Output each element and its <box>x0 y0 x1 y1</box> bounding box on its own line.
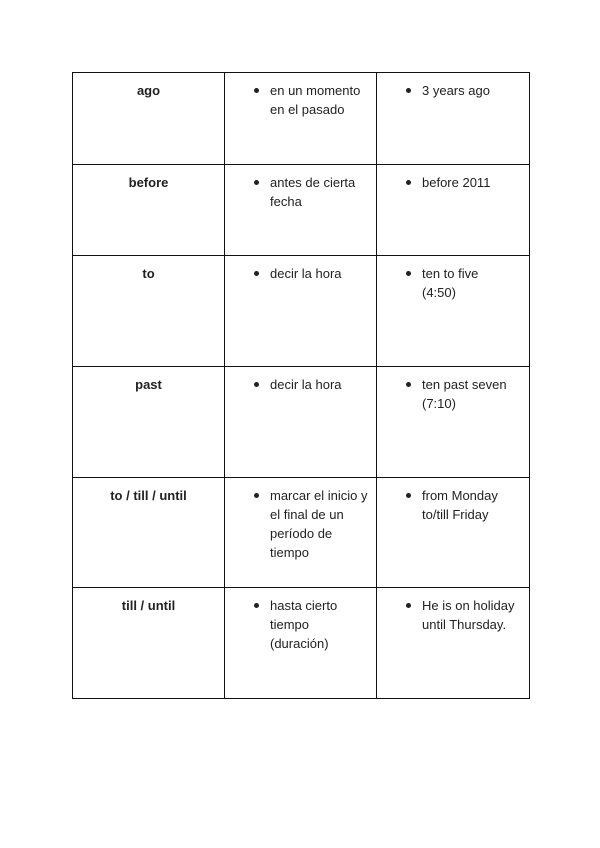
term-cell: to / till / until <box>73 478 225 588</box>
meaning-cell <box>225 73 377 165</box>
bullet-icon <box>406 603 411 608</box>
meaning-text: decir la hora <box>270 266 342 281</box>
bullet-icon <box>406 382 411 387</box>
meaning-cell <box>225 256 377 367</box>
bullet-icon <box>406 180 411 185</box>
example-cell <box>377 367 530 478</box>
example-text: ten to five (4:50) <box>422 266 479 300</box>
bullet-icon <box>254 88 259 93</box>
example-cell <box>377 73 530 165</box>
meaning-cell <box>225 165 377 256</box>
example-cell <box>377 588 530 699</box>
example-cell <box>377 478 530 588</box>
example-cell <box>377 165 530 256</box>
example-text: ten past seven (7:10) <box>422 377 507 411</box>
bullet-icon <box>254 271 259 276</box>
example-text: before 2011 <box>422 175 491 190</box>
table-row <box>73 256 530 367</box>
meaning-cell <box>225 588 377 699</box>
example-text: 3 years ago <box>422 83 490 98</box>
meaning-text: marcar el inicio y el final de un período de tiempo <box>270 488 368 560</box>
example-text: He is on holiday until Thursday. <box>422 598 515 632</box>
bullet-icon <box>254 493 259 498</box>
table-row <box>73 478 530 588</box>
term-cell: past <box>73 367 225 478</box>
table-row <box>73 367 530 478</box>
bullet-icon <box>406 88 411 93</box>
table-row <box>73 73 530 165</box>
bullet-icon <box>254 382 259 387</box>
meaning-text: en un momento en el pasado <box>270 83 361 117</box>
bullet-icon <box>254 180 259 185</box>
table-row <box>73 165 530 256</box>
term-cell: to <box>73 256 225 367</box>
example-text: from Monday to/till Friday <box>422 488 498 522</box>
vocabulary-table <box>72 72 530 699</box>
meaning-cell <box>225 478 377 588</box>
term-cell: before <box>73 165 225 256</box>
example-cell <box>377 256 530 367</box>
meaning-cell <box>225 367 377 478</box>
meaning-text: antes de cierta fecha <box>270 175 356 209</box>
term-cell: till / until <box>73 588 225 699</box>
bullet-icon <box>254 603 259 608</box>
bullet-icon <box>406 271 411 276</box>
bullet-icon <box>406 493 411 498</box>
table-row <box>73 588 530 699</box>
term-cell: ago <box>73 73 225 165</box>
meaning-text: decir la hora <box>270 377 342 392</box>
meaning-text: hasta cierto tiempo (duración) <box>270 598 338 651</box>
